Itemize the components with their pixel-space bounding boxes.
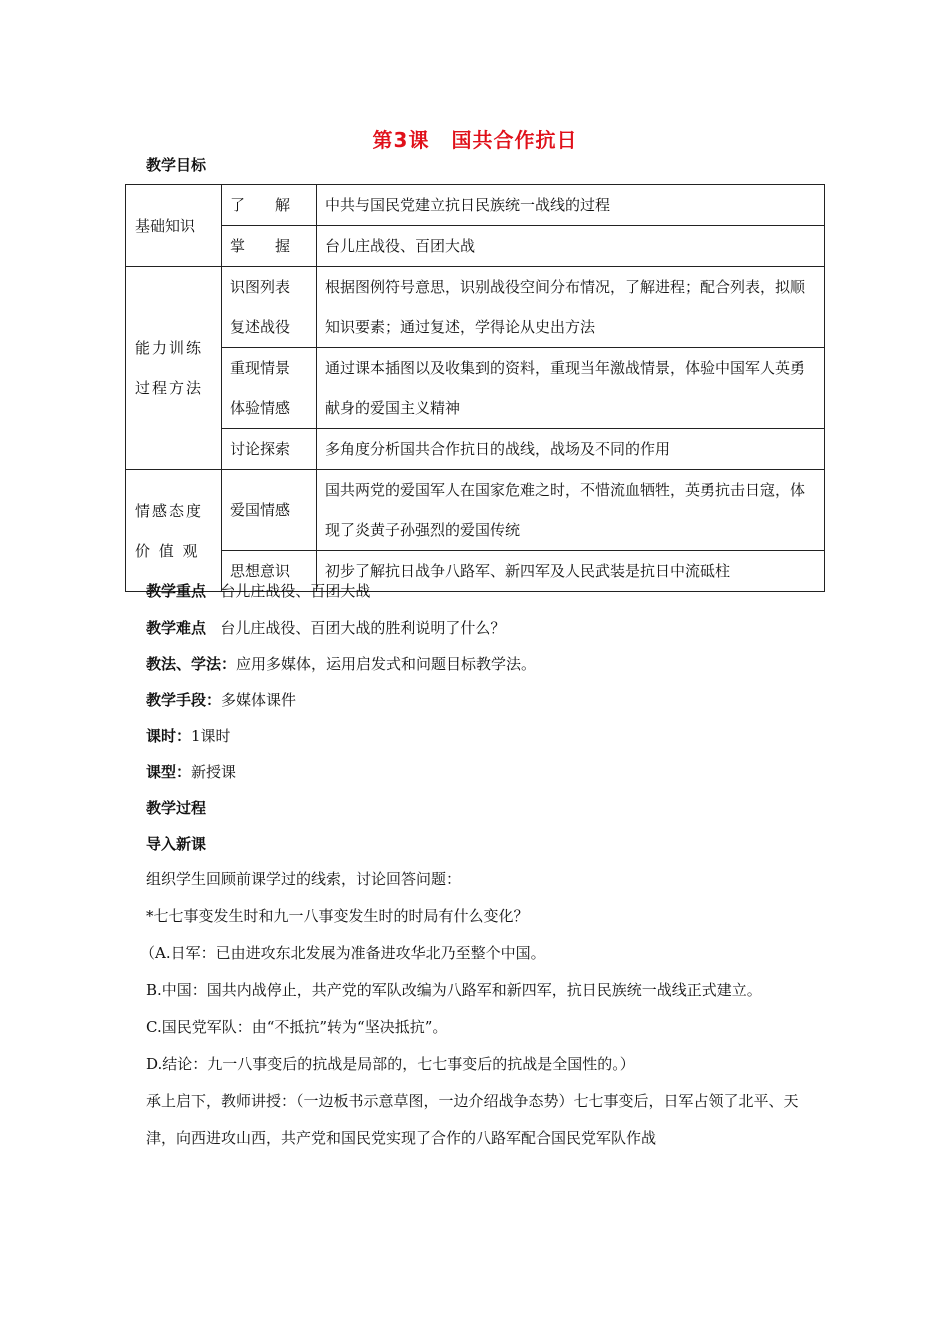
means-line (146, 689, 296, 710)
difficulty-line (146, 617, 505, 638)
method-line (146, 653, 536, 674)
paragraph: B.中国：国共内战停止，共产党的军队改编为八路军和新四军，抗日民族统一战线正式建立。 (146, 981, 762, 999)
hours-value: 1课时 (191, 727, 231, 745)
goals-table (125, 184, 825, 592)
difficulty-label: 教学难点 (146, 619, 207, 637)
category-ability-line2: 过程方法 (135, 379, 204, 397)
table-row (126, 185, 825, 226)
category-emotion-line1: 情感态度 (135, 501, 204, 520)
category-emotion (126, 470, 222, 592)
paragraph: （A.日军：已由进攻东北发展为准备进攻华北乃至整个中国。 (140, 944, 546, 962)
desc-map-reading: 根据图例符号意思，识别战役空间分布情况，了解进程；配合列表，拟顺知识要素；通过复述，学得论从史出方法 (317, 267, 825, 348)
means-label: 教学手段： (146, 691, 222, 709)
paragraph: *七七事变发生时和九一八事变发生时的时局有什么变化？ (146, 907, 529, 925)
category-emotion-line2: 价 值 观 (135, 541, 200, 560)
table-row (126, 226, 825, 267)
category-basic: 基础知识 (126, 185, 222, 267)
process-heading: 教学过程 (146, 799, 207, 817)
table-row (126, 348, 825, 429)
sub-reenact-line2: 体验情感 (230, 399, 291, 417)
type-line (146, 761, 236, 782)
key-point-line (146, 580, 370, 601)
sub-reenact-line1: 重现情景 (230, 359, 291, 377)
table-row (126, 267, 825, 348)
key-point-label: 教学重点 (146, 582, 207, 600)
sub-map-reading-line1: 识图列表 (230, 278, 291, 296)
desc-discuss: 多角度分析国共合作抗日的战线，战场及不同的作用 (317, 429, 825, 470)
sub-reenact (222, 348, 317, 429)
page-title (0, 124, 950, 153)
key-point-value: 台儿庄战役、百团大战 (220, 582, 371, 600)
sub-master: 掌 握 (222, 226, 317, 267)
category-ability (126, 267, 222, 470)
paragraph: 承上启下，教师讲授：（一边板书示意草图，一边介绍战争态势）七七事变后，日军占领了北平、天津，向西进攻山西，共产党和国民党实现了合作的八路军配合国民党军队作战 (146, 1092, 799, 1147)
method-label: 教法、学法： (146, 655, 237, 673)
category-ability-line1: 能力训练 (135, 339, 204, 357)
sub-map-reading-line2: 复述战役 (230, 318, 291, 336)
sub-understand: 了 解 (222, 185, 317, 226)
lesson-body (140, 861, 816, 1157)
desc-reenact: 通过课本插图以及收集到的资料，重现当年激战情景，体验中国军人英勇献身的爱国主义精神 (317, 348, 825, 429)
type-value: 新授课 (191, 763, 237, 781)
hours-line (146, 725, 231, 746)
sub-map-reading (222, 267, 317, 348)
type-label: 课型： (146, 763, 192, 781)
paragraph: D.结论：九一八事变后的抗战是局部的，七七事变后的抗战是全国性的。） (146, 1055, 635, 1073)
method-value: 应用多媒体，运用启发式和问题目标教学法。 (236, 655, 537, 673)
lesson-name: 国共合作抗日 (451, 128, 578, 152)
means-value: 多媒体课件 (221, 691, 297, 709)
desc-ideology: 初步了解抗日战争八路军、新四军及人民武装是抗日中流砥柱 (317, 551, 825, 592)
desc-patriotism: 国共两党的爱国军人在国家危难之时，不惜流血牺牲，英勇抗击日寇，体现了炎黄子孙强烈的爱国传统 (317, 470, 825, 551)
goals-heading: 教学目标 (146, 156, 207, 174)
intro-heading: 导入新课 (146, 835, 207, 853)
desc-master: 台儿庄战役、百团大战 (317, 226, 825, 267)
table-row (126, 470, 825, 551)
hours-label: 课时： (146, 727, 192, 745)
difficulty-value: 台儿庄战役、百团大战的胜利说明了什么？ (220, 619, 506, 637)
sub-patriotism: 爱国情感 (222, 470, 317, 551)
desc-understand: 中共与国民党建立抗日民族统一战线的过程 (317, 185, 825, 226)
sub-discuss: 讨论探索 (222, 429, 317, 470)
sub-ideology: 思想意识 (222, 551, 317, 592)
paragraph: C.国民党军队：由“不抵抗”转为“坚决抵抗”。 (146, 1018, 448, 1036)
lesson-number: 第3课 (372, 128, 430, 152)
table-row (126, 429, 825, 470)
paragraph: 组织学生回顾前课学过的线索，讨论回答问题： (146, 870, 462, 888)
